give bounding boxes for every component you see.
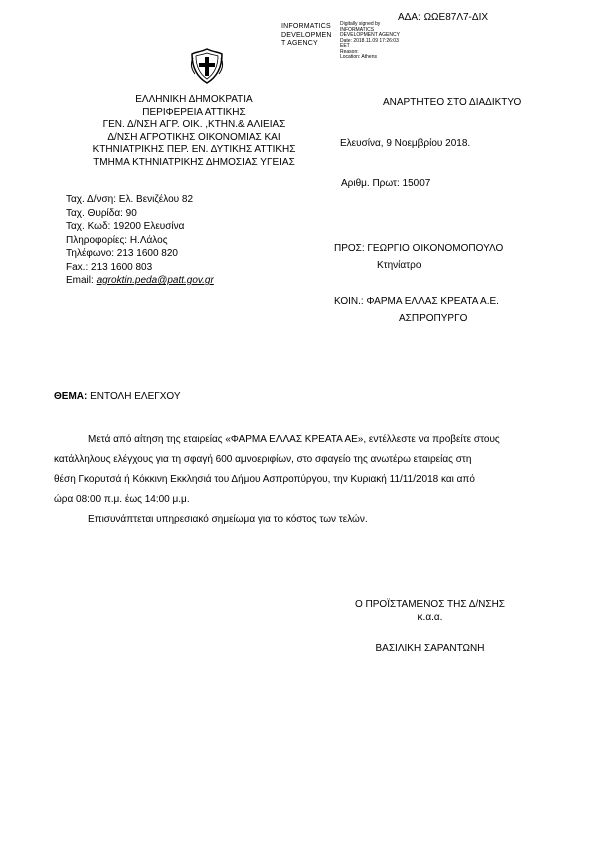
signatory-kaa: κ.α.α.	[417, 612, 443, 623]
header-line: ΕΛΛΗΝΙΚΗ ΔΗΜΟΚΡΑΤΙΑ	[135, 94, 253, 105]
subject-label: ΘΕΜΑ:	[54, 391, 88, 402]
to-name: ΓΕΩΡΓΙΟ ΟΙΚΟΝΟΜΟΠΟΥΛΟ	[367, 243, 504, 254]
stamp-detail-line: Digitally signed by	[340, 21, 381, 27]
body-paragraph-2: Επισυνάπτεται υπηρεσιακό σημείωμα για το κόστος των τελών.	[88, 514, 368, 525]
posted-online-note: ΑΝΑΡΤΗΤΕΟ ΣΤΟ ΔΙΑΔΙΚΤΥΟ	[383, 97, 522, 108]
header-line: ΚΤΗΝΙΑΤΡΙΚΗΣ ΠΕΡ. ΕΝ. ΔΥΤΙΚΗΣ ΑΤΤΙΚΗΣ	[92, 144, 296, 155]
stamp-detail-line: INFORMATICS	[340, 26, 375, 33]
stamp-detail-line: EET	[340, 43, 350, 49]
stamp-agency-line: DEVELOPMEN	[281, 31, 332, 39]
header-line: Δ/ΝΣΗ ΑΓΡΟΤΙΚΗΣ ΟΙΚΟΝΟΜΙΑΣ ΚΑΙ	[107, 131, 281, 143]
body-paragraph-1	[54, 430, 556, 510]
body-line: Μετά από αίτηση της εταιρείας «ΦΑΡΜΑ ΕΛΛΑΣ ΚΡΕΑΤΑ ΑΕ», εντέλλεστε να προβείτε στους	[88, 434, 500, 445]
recipient-cc	[334, 296, 499, 307]
stamp-detail-line: Location: Athens	[340, 54, 377, 60]
contact-po-box: Ταχ. Θυρίδα: 90	[66, 207, 137, 219]
recipient-to	[334, 243, 503, 254]
cc-place: ΑΣΠΡΟΠΥΡΓΟ	[399, 313, 468, 324]
stamp-detail-line: Reason:	[340, 48, 359, 55]
signature-block	[350, 598, 510, 624]
signatory-name: ΒΑΣΙΛΙΚΗ ΣΑΡΑΝΤΩΝΗ	[375, 643, 485, 654]
stamp-agency-line: T AGENCY	[281, 40, 318, 47]
header-line: ΓΕΝ. Δ/ΝΣΗ ΑΓΡ. ΟΙΚ. ,ΚΤΗΝ.& ΑΛΙΕΙΑΣ	[102, 119, 286, 130]
subject-line	[54, 391, 181, 402]
body-line: κατάλληλους ελέγχους για τη σφαγή 600 αμνοεριφίων, στο σφαγείο της ανωτέρω εταιρείας στη	[54, 454, 472, 465]
authority-header	[69, 94, 319, 169]
contact-details	[66, 193, 214, 288]
cc-label: ΚΟΙΝ.:	[334, 296, 367, 307]
ada-number: ΑΔΑ: ΩΩΕ87Λ7-ΔΙΧ	[398, 12, 489, 23]
subject-text: ΕΝΤΟΛΗ ΕΛΕΓΧΟΥ	[87, 391, 181, 402]
stamp-agency-line: INFORMATICS	[281, 23, 331, 30]
body-line: ώρα 08:00 π.μ. έως 14:00 μ.μ.	[54, 494, 190, 505]
signature-stamp-agency	[281, 23, 332, 49]
signatory-title: Ο ΠΡΟΪΣΤΑΜΕΝΟΣ ΤΗΣ Δ/ΝΣΗΣ	[354, 599, 505, 610]
header-line: ΤΜΗΜΑ ΚΤΗΝΙΑΤΡΙΚΗΣ ΔΗΜΟΣΙΑΣ ΥΓΕΙΑΣ	[93, 156, 295, 168]
body-line: θέση Γκορυτσά ή Κόκκινη Εκκλησιά του Δήμου Ασπροπύργου, την Κυριακή 11/11/2018 και από	[54, 474, 475, 485]
contact-phone: Τηλέφωνο: 213 1600 820	[66, 248, 178, 259]
contact-info: Πληροφορίες: Η.Λάλος	[66, 234, 168, 246]
cc-name: ΦΑΡΜΑ ΕΛΛΑΣ ΚΡΕΑΤΑ Α.Ε.	[366, 296, 499, 307]
document-date: Ελευσίνα, 9 Νοεμβρίου 2018.	[340, 138, 471, 149]
contact-address: Ταχ. Δ/νση: Ελ. Βενιζέλου 82	[66, 194, 194, 205]
header-line: ΠΕΡΙΦΕΡΕΙΑ ΑΤΤΙΚΗΣ	[142, 106, 246, 118]
contact-email-row	[66, 274, 214, 288]
contact-postcode: Ταχ. Κωδ: 19200 Ελευσίνα	[66, 221, 185, 232]
email-link[interactable]: agroktin.peda@patt.gov.gr	[96, 275, 214, 286]
recipient-title: Κτηνίατρο	[377, 260, 422, 271]
coat-of-arms-icon	[189, 48, 225, 84]
email-label: Email:	[66, 275, 97, 286]
stamp-detail-line: DEVELOPMENT AGENCY	[340, 32, 400, 38]
contact-fax: Fax.: 213 1600 803	[66, 261, 153, 273]
protocol-number: Αριθμ. Πρωτ: 15007	[341, 178, 431, 189]
to-label: ΠΡΟΣ:	[334, 243, 368, 254]
stamp-detail-line: Date: 2018.11.09 17:26:03	[340, 37, 399, 44]
signature-stamp-details	[340, 22, 400, 61]
